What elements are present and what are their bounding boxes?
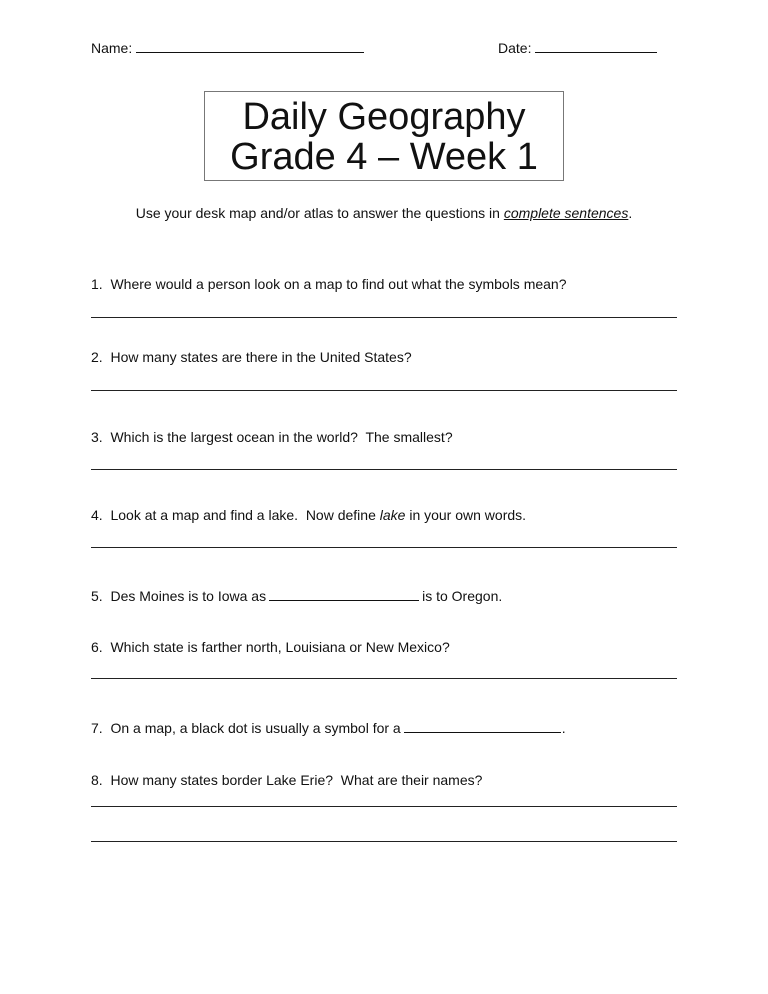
question-number: 7. bbox=[91, 720, 103, 736]
answer-line-8a[interactable] bbox=[91, 806, 677, 807]
date-label: Date: bbox=[498, 40, 532, 56]
answer-line-2[interactable] bbox=[91, 390, 677, 391]
name-field-row bbox=[91, 39, 367, 56]
question-3 bbox=[91, 429, 453, 445]
title-line-2: Grade 4 – Week 1 bbox=[230, 136, 538, 178]
question-text: Where would a person look on a map to find out what the symbols mean? bbox=[110, 276, 567, 292]
question-number: 5. bbox=[91, 588, 103, 604]
question-text: How many states are there in the United States? bbox=[110, 349, 412, 365]
answer-line-3[interactable] bbox=[91, 469, 677, 470]
answer-line-8b[interactable] bbox=[91, 841, 677, 842]
instructions-text: Use your desk map and/or atlas to answer the questions in bbox=[135, 205, 504, 221]
question-text-after: in your own words. bbox=[405, 507, 527, 523]
question-number: 4. bbox=[91, 507, 103, 523]
answer-blank-7[interactable] bbox=[404, 719, 561, 733]
title-line-1: Daily Geography bbox=[242, 96, 526, 138]
title-box bbox=[204, 91, 564, 181]
instructions-emphasis: complete sentences bbox=[503, 205, 629, 221]
question-emphasis: lake bbox=[379, 507, 406, 523]
question-text: On a map, a black dot is usually a symbol for a bbox=[110, 720, 401, 736]
instructions-period: . bbox=[628, 205, 633, 221]
question-6 bbox=[91, 639, 450, 655]
question-number: 2. bbox=[91, 349, 103, 365]
answer-line-6[interactable] bbox=[91, 678, 677, 679]
question-1 bbox=[91, 276, 567, 292]
instructions bbox=[0, 205, 768, 221]
question-8 bbox=[91, 772, 482, 788]
question-text-after: is to Oregon. bbox=[422, 588, 503, 604]
date-field-row bbox=[498, 39, 660, 56]
question-number: 8. bbox=[91, 772, 103, 788]
question-text: Look at a map and find a lake. Now define bbox=[110, 507, 380, 523]
answer-blank-5[interactable] bbox=[269, 587, 419, 601]
question-number: 6. bbox=[91, 639, 103, 655]
question-text: Which state is farther north, Louisiana or New Mexico? bbox=[110, 639, 450, 655]
question-5 bbox=[91, 587, 502, 604]
name-label: Name: bbox=[91, 40, 133, 56]
question-text-after: . bbox=[561, 720, 566, 736]
question-number: 1. bbox=[91, 276, 103, 292]
question-4 bbox=[91, 507, 526, 523]
question-2 bbox=[91, 349, 412, 365]
answer-line-4[interactable] bbox=[91, 547, 677, 548]
question-text: Which is the largest ocean in the world? The smallest? bbox=[110, 429, 453, 445]
name-input-line[interactable] bbox=[136, 39, 364, 53]
date-input-line[interactable] bbox=[535, 39, 657, 53]
answer-line-1[interactable] bbox=[91, 317, 677, 318]
question-text: How many states border Lake Erie? What are their names? bbox=[110, 772, 483, 788]
question-7 bbox=[91, 719, 566, 736]
question-text: Des Moines is to Iowa as bbox=[110, 588, 267, 604]
question-number: 3. bbox=[91, 429, 103, 445]
